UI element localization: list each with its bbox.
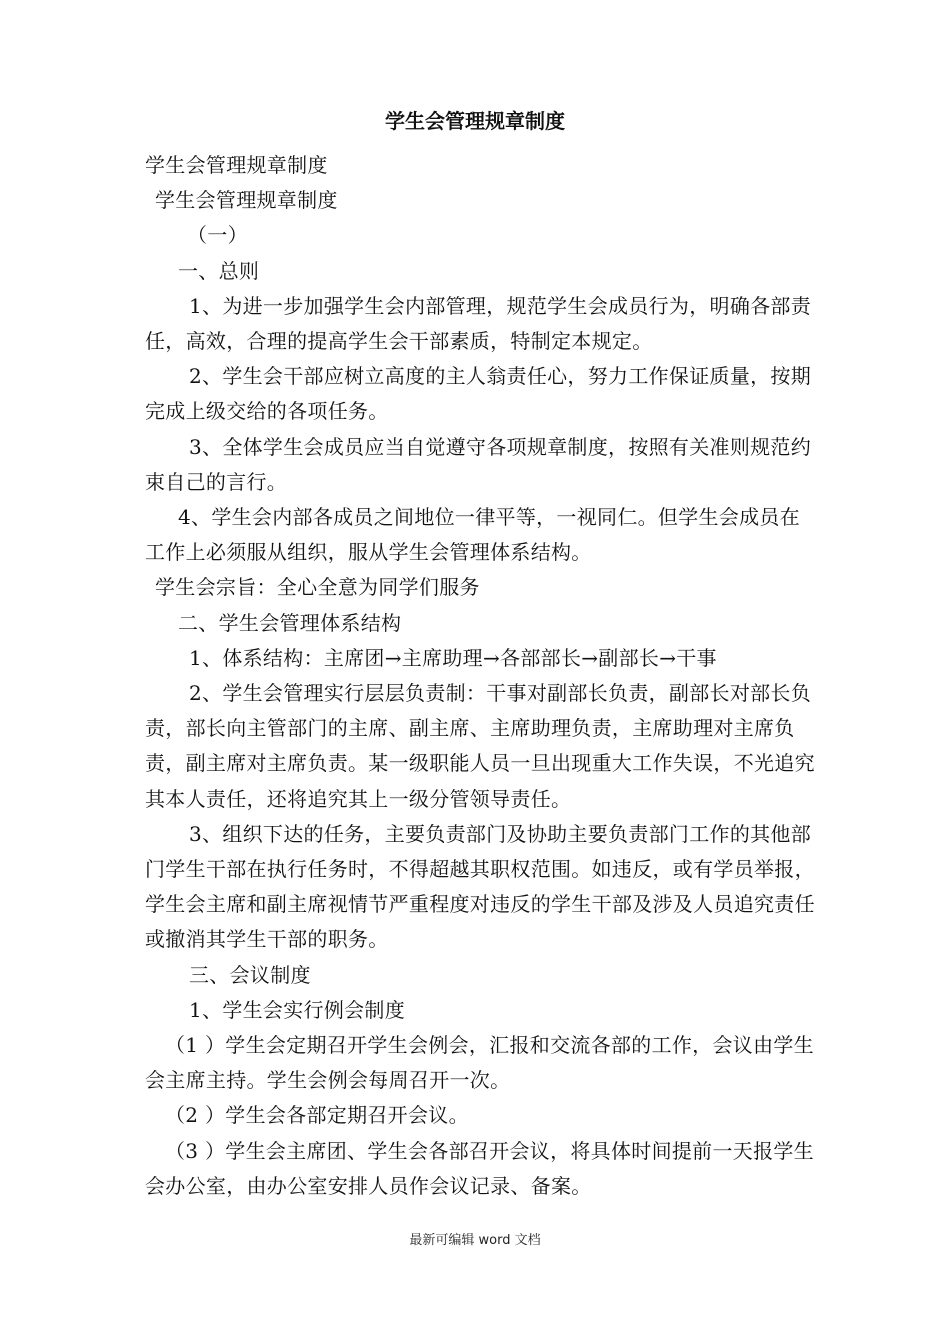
section-heading-meetings: 三、会议制度	[189, 962, 311, 987]
section-heading-structure: 二、学生会管理体系结构	[178, 610, 402, 635]
paragraph-mission: 学生会宗旨：全心全意为同学们服务	[155, 575, 480, 600]
paragraph-structure-1: 1、体系结构：主席团→主席助理→各部部长→副部长→干事	[189, 645, 717, 670]
page-footer: 最新可编辑 word 文档	[409, 1233, 541, 1248]
paragraph-heading-repeat-1: 学生会管理规章制度	[145, 153, 328, 177]
paragraph-meetings-1-2: （2 ）学生会各部定期召开会议。	[165, 1103, 469, 1128]
paragraph-general-3: 3、全体学生会成员应当自觉遵守各项规章制度，按照有关准则规范约束自己的言行。	[145, 434, 812, 494]
paragraph-structure-2: 2、学生会管理实行层层负责制：干事对副部长负责，副部长对部长负责，部长向主管部门的主席、副主席、主席助理负责，主席助理对主席负责，副主席对主席负责。某一级职能人员一旦出现重大工作失误，不光追究其本人责任，还将追究其上一级分管领导责任。	[145, 681, 815, 811]
paragraph-part-one: （一）	[187, 223, 248, 248]
paragraph-meetings-1-1: （1 ）学生会定期召开学生会例会，汇报和交流各部的工作，会议由学生会主席主持。学生会例会每周召开一次。	[145, 1033, 814, 1093]
paragraph-meetings-1-3: （3 ）学生会主席团、学生会各部召开会议，将具体时间提前一天报学生会办公室，由办公室安排人员作会议记录、备案。	[145, 1138, 814, 1198]
paragraph-general-1: 1、为进一步加强学生会内部管理，规范学生会成员行为，明确各部责任，高效，合理的提高学生会干部素质，特制定本规定。	[145, 293, 812, 354]
section-heading-general: 一、总则	[178, 258, 260, 283]
paragraph-general-2: 2、学生会干部应树立高度的主人翁责任心，努力工作保证质量，按期完成上级交给的各项任务。	[145, 364, 812, 424]
document-title: 学生会管理规章制度	[385, 109, 565, 133]
document-body	[145, 148, 815, 1204]
paragraph-heading-repeat-2: 学生会管理规章制度	[155, 188, 338, 213]
paragraph-structure-3: 3、组织下达的任务，主要负责部门及协助主要负责部门工作的其他部门学生干部在执行任务时，不得超越其职权范围。如违反，或有学员举报，学生会主席和副主席视情节严重程度对违反的学生干部及涉及人员追究责任或撤消其学生干部的职务。	[145, 821, 815, 952]
paragraph-meetings-1: 1、学生会实行例会制度	[189, 997, 406, 1022]
paragraph-general-4: 4、学生会内部各成员之间地位一律平等，一视同仁。但学生会成员在工作上必须服从组织，服从学生会管理体系结构。	[145, 505, 801, 565]
